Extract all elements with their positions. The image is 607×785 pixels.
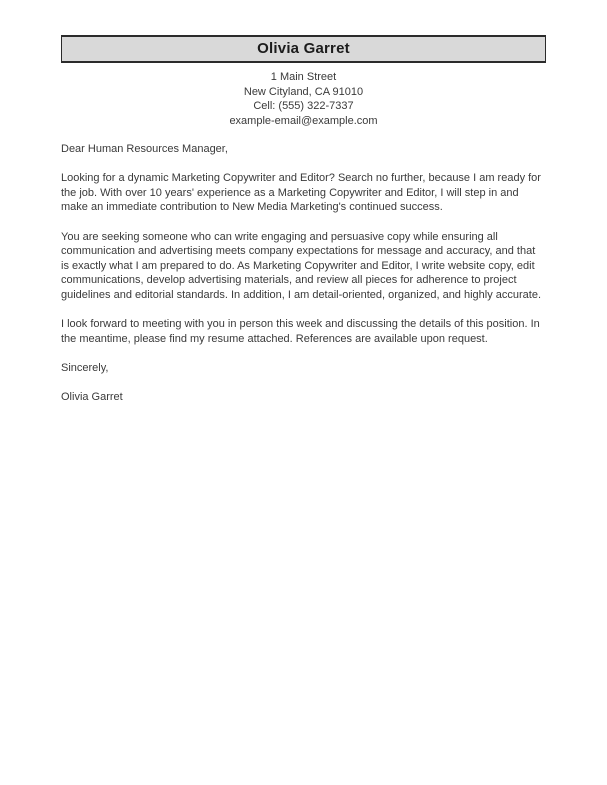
contact-address: 1 Main Street [270,71,337,83]
contact-block [61,70,546,128]
paragraph-intro: Looking for a dynamic Marketing Copywriter and Editor? Search no further, because I am ready for the job. With over 10 years' experience as a Marketing Copywriter and Editor, I will step in and make an immediate contribution to New Media Marketing's continued success. [61,172,541,214]
contact-phone: Cell: (555) 322-7337 [253,100,354,112]
letter-body [61,142,546,405]
signature-name: Olivia Garret [61,391,123,404]
contact-city-state-zip: New Cityland, CA 91010 [243,85,364,98]
paragraph-call-to-action: I look forward to meeting with you in person this week and discussing the details of this position. In the meantime, please find my resume attached. References are available upon request. [61,318,540,345]
contact-email: example-email@example.com [229,114,378,127]
closing: Sincerely, [61,361,109,374]
salutation: Dear Human Resources Manager, [61,143,228,155]
applicant-name-header: Olivia Garret [61,35,546,63]
paragraph-qualifications: You are seeking someone who can write engaging and persuasive copy while ensuring all communication and advertising meets company expectations for message and accuracy, and that is exactly what I am prepared to do. As Marketing Copywriter and Editor, I write website copy, edit communications, develop advertising materials, and review all pieces for adherence to project guidelines and editorial standards. In addition, I am detail-oriented, organized, and highly accurate. [61,230,542,301]
